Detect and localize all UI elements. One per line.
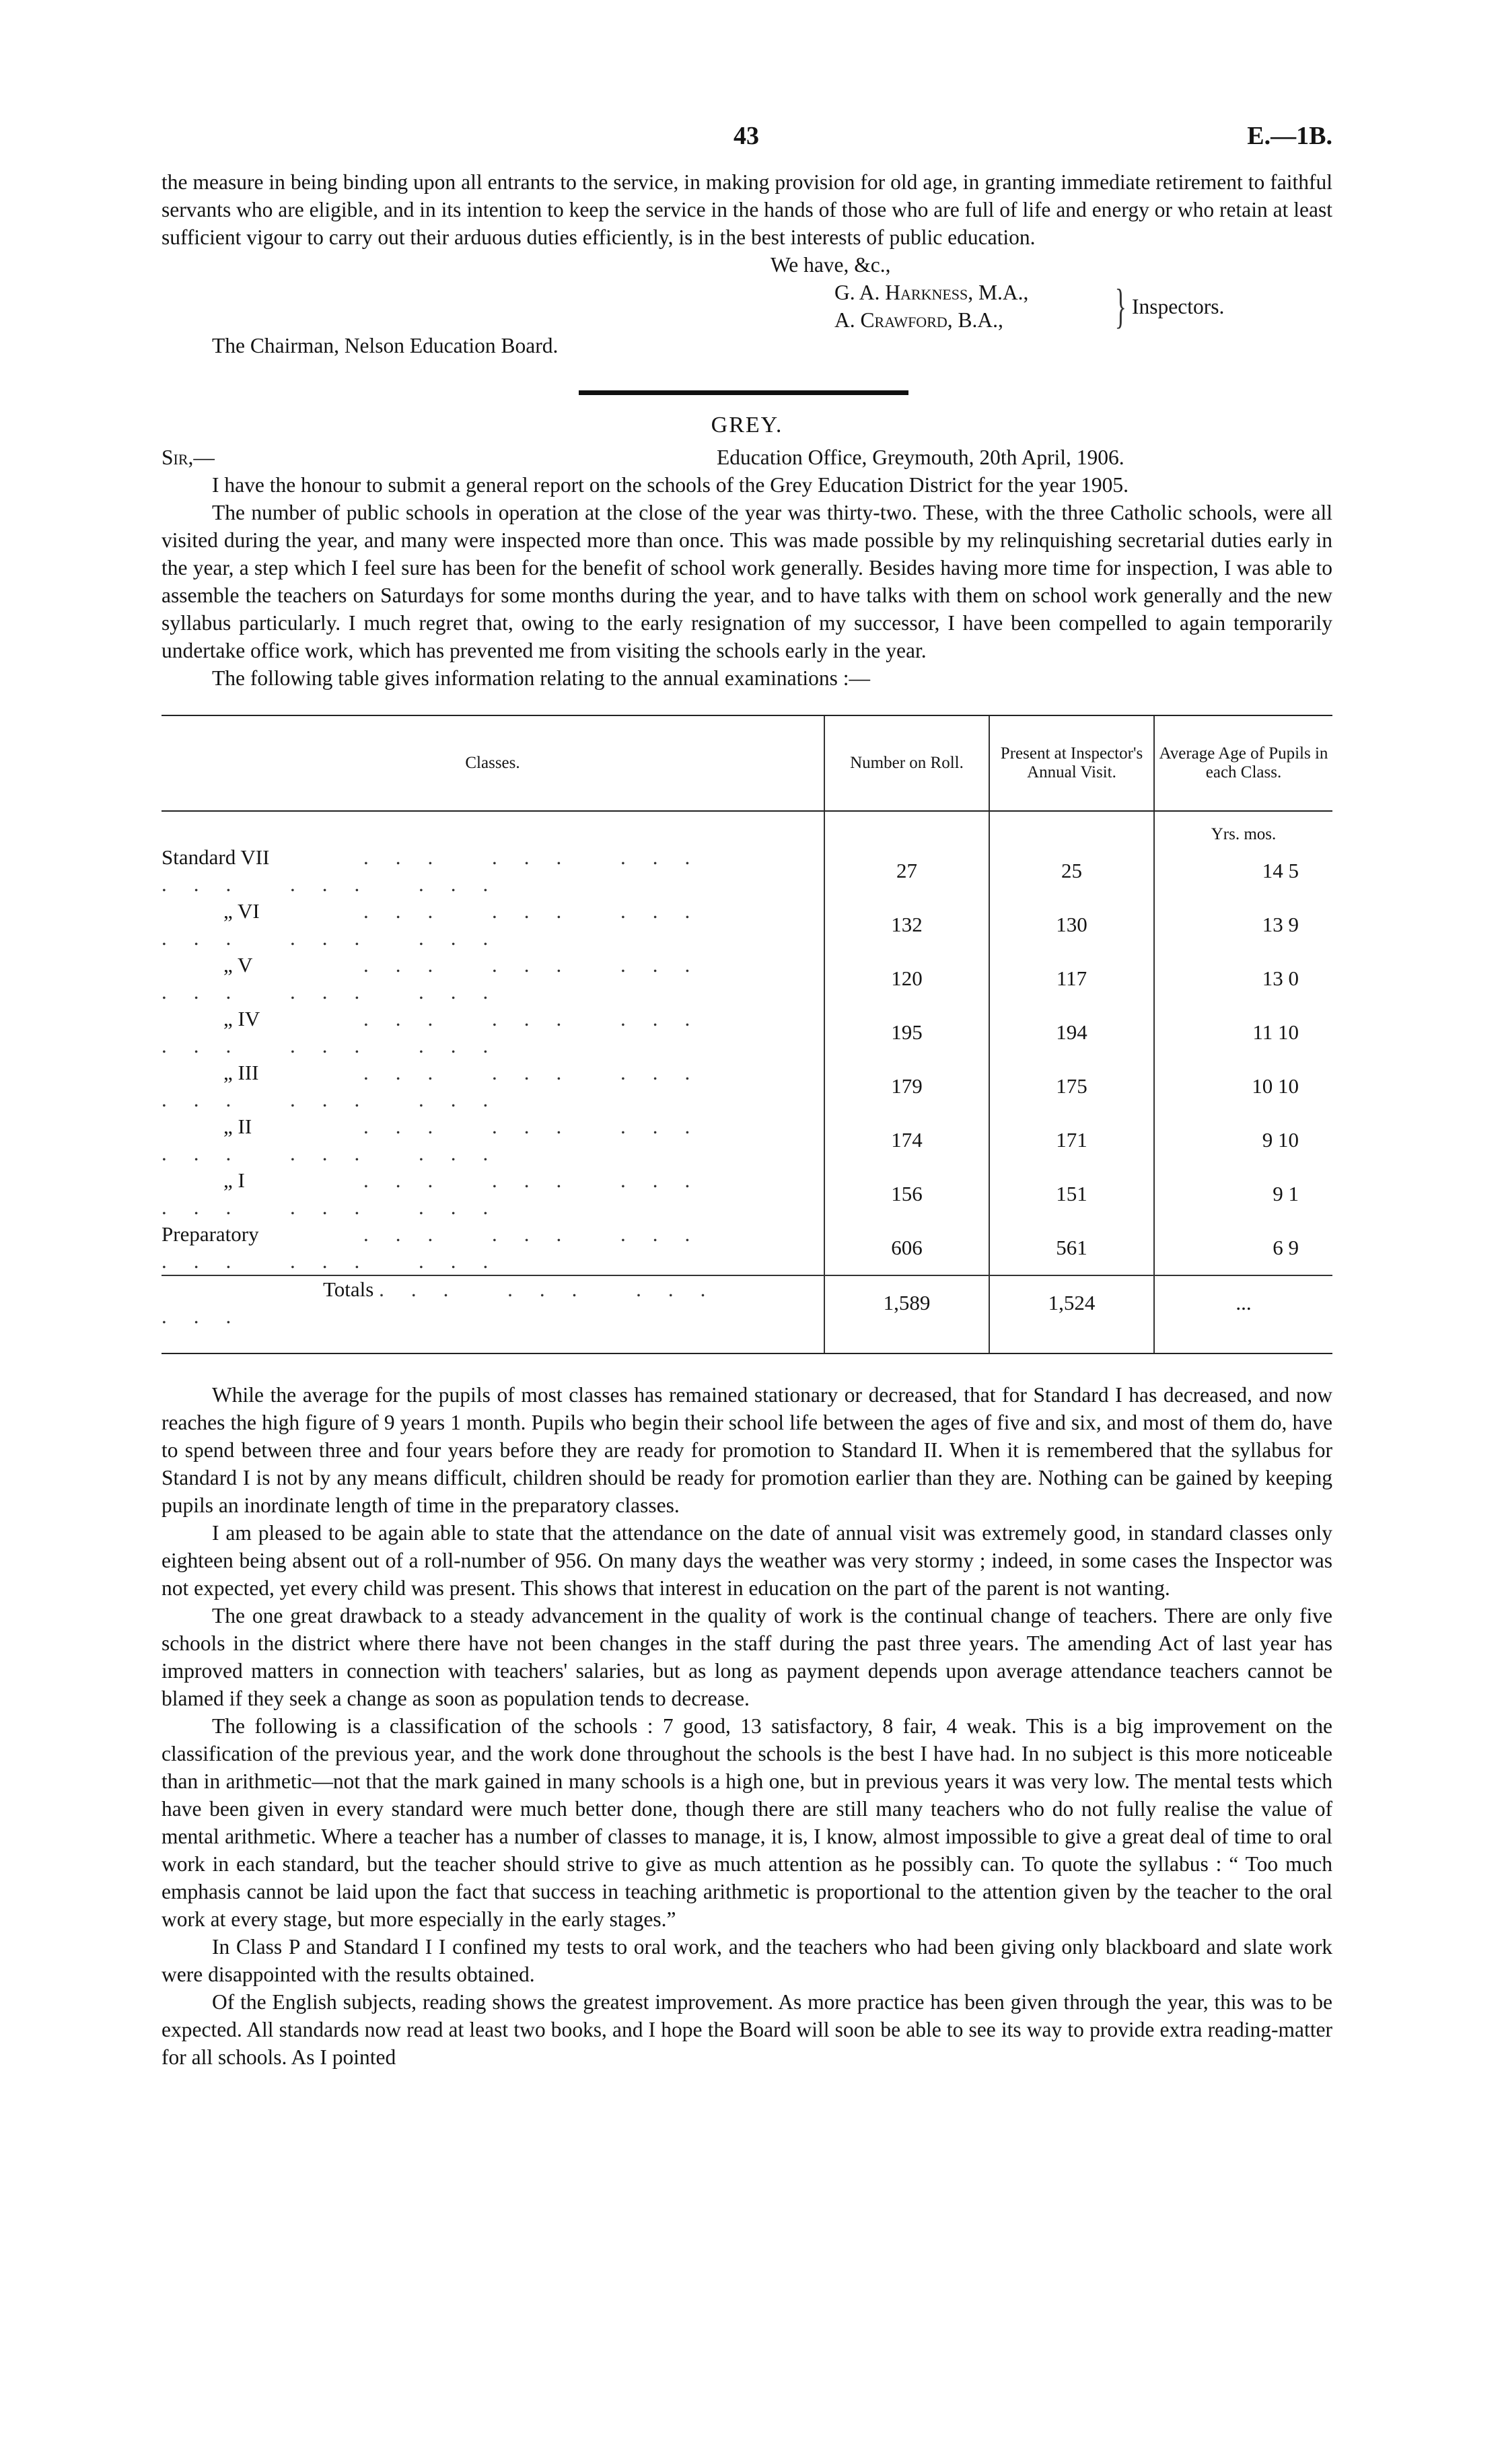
present-cell: 25	[989, 844, 1154, 898]
paragraph-8: In Class P and Standard I I confined my tests to oral work, and the teachers who had been giving only blackboard and slate work were disappointed with the results obtained.	[162, 1935, 1332, 1986]
leader-dots: ... ... ... ... ... ...	[162, 1168, 717, 1219]
roll-cell: 174	[824, 1113, 989, 1167]
table-row	[162, 1113, 1332, 1167]
row-label: „ IV	[223, 1007, 260, 1030]
totals-label: Totals	[323, 1277, 374, 1301]
signature-block	[162, 251, 1332, 339]
table-row	[162, 898, 1332, 952]
roll-cell: 132	[824, 898, 989, 952]
leader-dots: ... ... ... ... ... ...	[162, 1222, 717, 1273]
present-cell: 171	[989, 1113, 1154, 1167]
roll-cell: 156	[824, 1167, 989, 1221]
section-divider	[579, 390, 908, 395]
totals-row	[162, 1275, 1332, 1330]
paragraph-4: While the average for the pupils of most classes has remained stationary or decreased, that for Standard I has decreased, and now reaches the high figure of 9 years 1 month. Pupils who begin their school life between the ages of five and six, and most of them do, have to spend between three and four years before they are ready for promotion to Standard II. When it is remembered that the syllabus for Standard I is not by any means difficult, children should be ready for promotion earlier than they are. Nothing can be gained by keeping pupils an inordinate length of time in the preparatory classes.	[162, 1383, 1332, 1517]
age-cell: 14 5	[1154, 844, 1332, 898]
examination-table	[162, 715, 1332, 1354]
row-label: „ I	[223, 1168, 245, 1192]
page-header	[162, 114, 1332, 168]
roll-cell: 195	[824, 1006, 989, 1059]
district-heading: GREY.	[711, 413, 783, 437]
present-cell: 175	[989, 1059, 1154, 1113]
leader-dots: ... ... ... ... ... ...	[162, 1007, 717, 1057]
roll-cell: 120	[824, 952, 989, 1006]
age-cell: 13 9	[1154, 898, 1332, 952]
leader-dots: ... ... ... ... ... ...	[162, 845, 717, 896]
age-cell: 6 9	[1154, 1221, 1332, 1275]
document-page	[162, 114, 1332, 2071]
present-cell: 117	[989, 952, 1154, 1006]
present-cell: 130	[989, 898, 1154, 952]
row-label: Standard VII	[162, 845, 270, 869]
present-cell: 194	[989, 1006, 1154, 1059]
totals-present: 1,524	[989, 1275, 1154, 1330]
table-row	[162, 1221, 1332, 1275]
age-cell: 11 10	[1154, 1006, 1332, 1059]
closing-line: We have, &c.,	[771, 253, 891, 277]
salutation-line	[162, 444, 1332, 471]
age-unit: Yrs. mos.	[1154, 811, 1332, 844]
signatory-2: A. Crawford, B.A.,	[834, 308, 1003, 332]
roll-cell: 179	[824, 1059, 989, 1113]
addressee: The Chairman, Nelson Education Board.	[212, 334, 559, 357]
paragraph-1: I have the honour to submit a general report on the schools of the Grey Education District for the year 1905.	[212, 473, 1129, 497]
paragraph-6: The one great drawback to a steady advancement in the quality of work is the continual change of teachers. There are only five schools in the district where there have not been changes in the staff during the past three years. The amending Act of last year has improved matters in connection with teachers' salaries, but as long as payment depends upon average attendance teachers cannot be blamed if they seek a change as soon as population tends to decrease.	[162, 1604, 1332, 1710]
signatory-1: G. A. Harkness, M.A.,	[834, 281, 1029, 304]
unit-row	[162, 811, 1332, 844]
header-roll: Number on Roll.	[824, 715, 989, 811]
leader-dots: ... ... ... ... ... ...	[162, 1115, 717, 1165]
age-cell: 10 10	[1154, 1059, 1332, 1113]
leader-dots: ... ... ... ...	[162, 1277, 733, 1328]
present-cell: 561	[989, 1221, 1154, 1275]
age-cell: 9 1	[1154, 1167, 1332, 1221]
age-cell: 9 10	[1154, 1113, 1332, 1167]
page-number: 43	[734, 122, 759, 150]
paragraph-9: Of the English subjects, reading shows the greatest improvement. As more practice has been given through the year, this was to be expected. All standards now read at least two books, and I hope the Board will soon be able to see its way to provide extra reading-matter for all schools. As I pointed	[162, 1990, 1332, 2069]
row-label: Preparatory	[162, 1222, 259, 1246]
totals-age: ...	[1154, 1275, 1332, 1330]
table-header-row	[162, 715, 1332, 811]
paragraph-3: The following table gives information relating to the annual examinations :—	[212, 666, 871, 690]
age-cell: 13 0	[1154, 952, 1332, 1006]
leader-dots: ... ... ... ... ... ...	[162, 953, 717, 1004]
totals-roll: 1,589	[824, 1275, 989, 1330]
roll-cell: 27	[824, 844, 989, 898]
signatory-role: Inspectors.	[1132, 295, 1225, 318]
row-label: „ VI	[223, 899, 260, 923]
intro-paragraph: the measure in being binding upon all entrants to the service, in making provision for old age, in granting immediate retirement to faithful servants who are eligible, and in its intention to keep the service in the hands of those who are full of life and energy or who retain at least sufficient vigour to carry out their arduous duties efficiently, is in the best interests of public education.	[162, 170, 1332, 249]
table-bottom-row	[162, 1330, 1332, 1353]
salutation: Sir,—	[162, 446, 215, 469]
table-row	[162, 1167, 1332, 1221]
row-label: „ II	[223, 1115, 252, 1138]
paragraph-2: The number of public schools in operation at the close of the year was thirty-two. These, with the three Catholic schools, were all visited during the year, and many were inspected more than once. This was made possible by my relinquishing secretarial duties early in the year, a step which I feel sure has been for the benefit of school work generally. Besides having more time for inspection, I was able to assemble the teachers on Saturdays for some months during the year, and to have talks with them on school work generally and the new syllabus particularly. I much regret that, owing to the early resignation of my successor, I have been compelled to again temporarily undertake office work, which has prevented me from visiting the schools early in the year.	[162, 501, 1332, 662]
roll-cell: 606	[824, 1221, 989, 1275]
row-label: „ V	[223, 953, 253, 977]
header-classes: Classes.	[162, 715, 824, 811]
header-present: Present at Inspector's Annual Visit.	[989, 715, 1154, 811]
table-row	[162, 1006, 1332, 1059]
leader-dots: ... ... ... ... ... ...	[162, 899, 717, 950]
document-reference: E.—1B.	[1247, 122, 1332, 150]
office-date: Education Office, Greymouth, 20th April, 1906.	[717, 446, 1124, 469]
brace-glyph: }	[1114, 279, 1126, 333]
header-age: Average Age of Pupils in each Class.	[1154, 715, 1332, 811]
table-row	[162, 952, 1332, 1006]
paragraph-7: The following is a classification of the schools : 7 good, 13 satisfactory, 8 fair, 4 weak. This is a big improvement on the classification of the previous year, and the work done throughout the schools is the best I have had. In no subject is this more noticeable than in arithmetic—not that the mark gained in many schools is a high one, but in previous years it was very low. The mental tests which have been given in every standard were much better done, though there are still many teachers who do not fully realise the value of mental arithmetic. Where a teacher has a number of classes to manage, it is, I know, almost impossible to give a great deal of time to oral work in each standard, but the teacher should strive to give as much attention as he possibly can. To quote the syllabus : “ Too much emphasis cannot be laid upon the fact that success in teaching arithmetic is proportional to the attention given by the teacher to the oral work at every stage, but more especially in the early stages.”	[162, 1714, 1332, 1931]
present-cell: 151	[989, 1167, 1154, 1221]
row-label: „ III	[223, 1061, 259, 1084]
paragraph-5: I am pleased to be again able to state that the attendance on the date of annual visit was extremely good, in standard classes only eighteen being absent out of a roll-number of 956. On many days the weather was very stormy ; indeed, in some cases the Inspector was not expected, yet every child was present. This shows that interest in education on the part of the parent is not wanting.	[162, 1521, 1332, 1600]
table-row	[162, 1059, 1332, 1113]
table-row	[162, 844, 1332, 898]
leader-dots: ... ... ... ... ... ...	[162, 1061, 717, 1111]
